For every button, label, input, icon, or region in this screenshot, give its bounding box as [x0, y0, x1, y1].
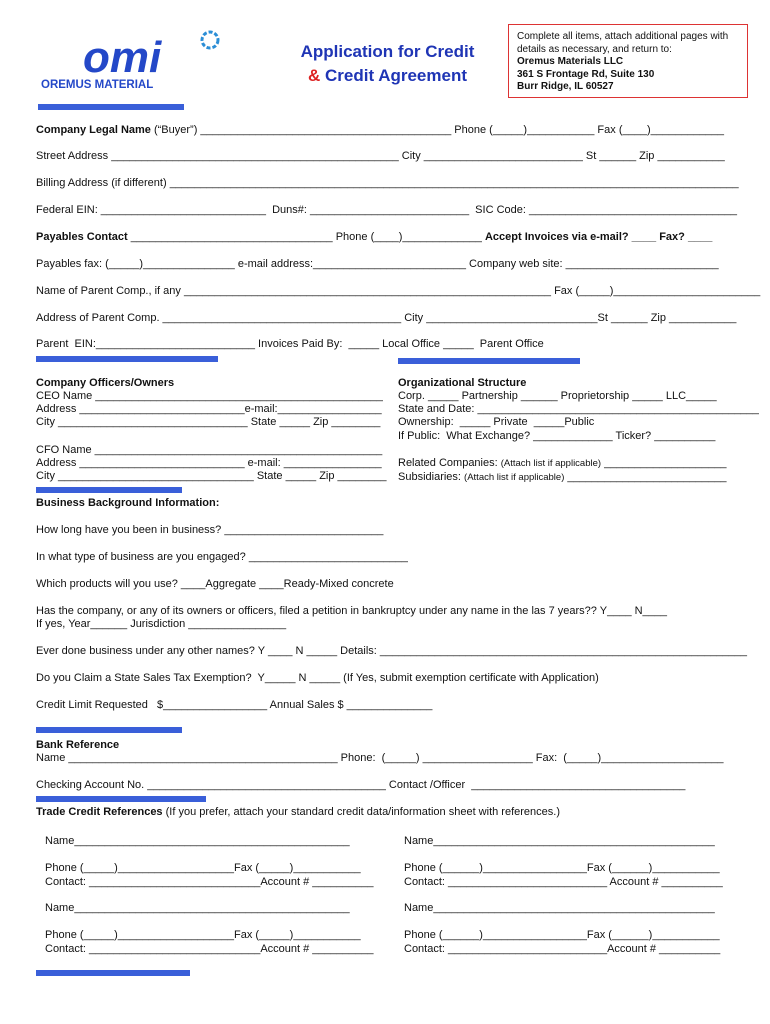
cfo-address-field[interactable]: Address ___________________________ e-mail: ________________ [36, 457, 382, 469]
org-heading: Organizational Structure [398, 377, 527, 389]
divider [36, 796, 206, 802]
trade-heading: Trade Credit References (If you prefer, attach your standard credit data/information sheet with references.) [36, 806, 560, 818]
divider [36, 970, 190, 976]
checking-field[interactable]: Checking Account No. _______________________________________ Contact /Officer ___________________________________ [36, 779, 686, 791]
tax-exemption-field[interactable]: Do you Claim a State Sales Tax Exemption? Y_____ N _____ (If Yes, submit exemption certificate with Application) [36, 672, 599, 684]
federal-field[interactable]: Federal EIN: ___________________________ Duns#: __________________________ SIC Code: __________________________________ [36, 204, 737, 216]
state-date-field[interactable]: State and Date: ______________________________________________ [398, 403, 759, 415]
trade-name-3[interactable]: Name_____________________________________________ [45, 902, 350, 914]
how-long-field[interactable]: How long have you been in business? __________________________ [36, 524, 384, 536]
bank-name-field[interactable]: Name ____________________________________________ Phone: (_____) __________________ Fax: (_____)____________________ [36, 752, 724, 764]
trade-phone-4[interactable]: Phone (______)_________________Fax (______)___________ [404, 929, 720, 941]
trade-contact-3[interactable]: Contact: ____________________________Account # __________ [45, 943, 374, 955]
bankruptcy-field[interactable]: Has the company, or any of its owners or officers, filed a petition in bankruptcy under any name in the las 7 years?? Y____ N____ [36, 605, 668, 617]
subsidiaries-field[interactable]: Subsidiaries: (Attach list if applicable) __________________________ [398, 471, 727, 483]
parent-name-field[interactable]: Name of Parent Comp., if any ____________________________________________________________ Fax (_____)________________________ [36, 285, 761, 297]
trade-name-4[interactable]: Name______________________________________________ [404, 902, 715, 914]
return-address-box: Complete all items, attach additional pages with details as necessary, and return to: Oremus Materials LLC 361 S Frontage Rd, Suite 130 Burr Ridge, IL 60527 [508, 24, 748, 98]
cfo-city-field[interactable]: City ________________________________ State _____ Zip ________ [36, 470, 387, 482]
divider [398, 358, 580, 364]
billing-field[interactable]: Billing Address (if different) _____________________________________________________________________________________________ [36, 177, 739, 189]
parent-address-field[interactable]: Address of Parent Comp. _______________________________________ City ____________________________St ______ Zip ___________ [36, 312, 737, 324]
trade-contact-1[interactable]: Contact: ____________________________Account # __________ [45, 876, 374, 888]
payables-fax-field[interactable]: Payables fax: (_____)_______________ e-mail address:_________________________ Company web site: _________________________ [36, 258, 719, 270]
ceo-address-field[interactable]: Address ___________________________e-mail:_________________ [36, 403, 382, 415]
divider [36, 487, 182, 493]
business-type-field[interactable]: In what type of business are you engaged? __________________________ [36, 551, 408, 563]
trade-phone-2[interactable]: Phone (______)_________________Fax (______)___________ [404, 862, 720, 874]
divider [36, 727, 182, 733]
products-field[interactable]: Which products will you use? ____Aggregate ____Ready-Mixed concrete [36, 578, 394, 590]
ceo-name-field[interactable]: CEO Name _______________________________________________ [36, 390, 383, 402]
trade-contact-2[interactable]: Contact: __________________________ Account # __________ [404, 876, 723, 888]
cfo-name-field[interactable]: CFO Name _______________________________________________ [36, 444, 383, 456]
company-logo [38, 30, 223, 100]
trade-name-2[interactable]: Name______________________________________________ [404, 835, 715, 847]
ceo-city-field[interactable]: City _______________________________ State _____ Zip ________ [36, 416, 381, 428]
other-names-field[interactable]: Ever done business under any other names? Y ____ N _____ Details: ____________________________________________________________ [36, 645, 747, 657]
credit-limit-field[interactable]: Credit Limit Requested $_________________ Annual Sales $ ______________ [36, 699, 433, 711]
public-field[interactable]: If Public: What Exchange? _____________ Ticker? __________ [398, 430, 716, 442]
business-heading: Business Background Information: [36, 497, 220, 509]
logo-word: omi [83, 33, 162, 82]
payables-field[interactable]: Payables Contact _________________________________ Phone (____)_____________ Accept Invoices via e-mail? ____ Fax? ____ [36, 231, 713, 243]
officers-heading: Company Officers/Owners [36, 377, 175, 389]
corp-field[interactable]: Corp. _____ Partnership ______ Proprietorship _____ LLC_____ [398, 390, 717, 402]
divider [38, 104, 184, 110]
if-yes-field[interactable]: If yes, Year______ Jurisdiction ________________ [36, 618, 287, 630]
trade-name-1[interactable]: Name_____________________________________________ [45, 835, 350, 847]
ownership-field[interactable]: Ownership: _____ Private _____Public [398, 416, 595, 428]
logo-text: OREMUS MATERIAL [41, 79, 154, 91]
legal-name-field[interactable]: Company Legal Name (“Buyer”) _________________________________________ Phone (_____)___________ Fax (____)____________ [36, 124, 725, 136]
street-field[interactable]: Street Address _______________________________________________ City __________________________ St ______ Zip ___________ [36, 150, 725, 162]
related-companies-field[interactable]: Related Companies: (Attach list if applicable) ____________________ [398, 457, 727, 469]
trade-contact-4[interactable]: Contact: __________________________Account # __________ [404, 943, 721, 955]
bank-heading: Bank Reference [36, 739, 120, 751]
parent-ein-field[interactable]: Parent EIN:__________________________ Invoices Paid By: _____ Local Office _____ Parent Office [36, 338, 544, 350]
trade-phone-1[interactable]: Phone (_____)___________________Fax (_____)___________ [45, 862, 361, 874]
page-title: Application for Credit & Credit Agreement [300, 42, 475, 85]
trade-phone-3[interactable]: Phone (_____)___________________Fax (_____)___________ [45, 929, 361, 941]
divider [36, 356, 218, 362]
